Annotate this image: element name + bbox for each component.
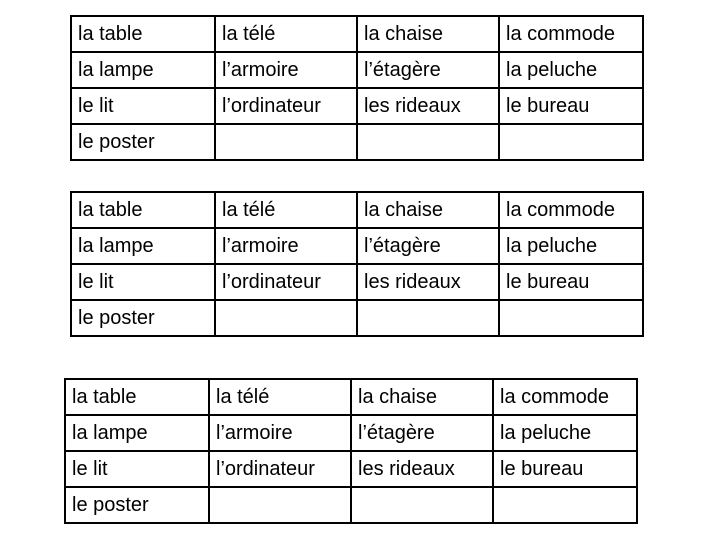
table-cell: la chaise (357, 192, 499, 228)
table-cell (215, 300, 357, 336)
table-cell (209, 487, 351, 523)
table-cell: le bureau (499, 88, 643, 124)
table-cell: la peluche (499, 228, 643, 264)
table-cell: l’armoire (215, 52, 357, 88)
table-cell: les rideaux (357, 264, 499, 300)
table-row (71, 192, 643, 228)
table-cell: la commode (499, 16, 643, 52)
table-cell: la télé (209, 379, 351, 415)
table-row (65, 451, 637, 487)
table-cell: l’armoire (215, 228, 357, 264)
table-row (65, 379, 637, 415)
table-row (65, 487, 637, 523)
table-cell: la télé (215, 192, 357, 228)
table-cell: la commode (499, 192, 643, 228)
table-row (71, 52, 643, 88)
table-cell: l’étagère (357, 228, 499, 264)
table-cell: les rideaux (357, 88, 499, 124)
table-row (71, 124, 643, 160)
table-cell: le lit (71, 88, 215, 124)
table-cell: la lampe (65, 415, 209, 451)
table-cell: la peluche (493, 415, 637, 451)
table-cell (493, 487, 637, 523)
table-cell: la table (71, 192, 215, 228)
table-cell: l’ordinateur (215, 88, 357, 124)
table-cell: la chaise (357, 16, 499, 52)
table-cell (357, 300, 499, 336)
vocabulary-table-3 (64, 378, 638, 524)
table-cell: le bureau (493, 451, 637, 487)
table-cell: le poster (71, 124, 215, 160)
vocabulary-table-2 (70, 191, 644, 337)
table-cell: le lit (65, 451, 209, 487)
table-cell: le poster (71, 300, 215, 336)
table-cell: la télé (215, 16, 357, 52)
table-cell: la table (71, 16, 215, 52)
table-cell (499, 300, 643, 336)
table-cell: la table (65, 379, 209, 415)
table-cell: la peluche (499, 52, 643, 88)
table-cell: la lampe (71, 228, 215, 264)
table-cell: l’ordinateur (215, 264, 357, 300)
table-cell: les rideaux (351, 451, 493, 487)
table-cell (351, 487, 493, 523)
table-cell: l’étagère (351, 415, 493, 451)
table-row (65, 415, 637, 451)
table-row (71, 300, 643, 336)
table-cell: l’étagère (357, 52, 499, 88)
table-cell: le poster (65, 487, 209, 523)
table-cell (215, 124, 357, 160)
table-row (71, 88, 643, 124)
vocabulary-table-1 (70, 15, 644, 161)
table-cell: l’armoire (209, 415, 351, 451)
table-row (71, 264, 643, 300)
table-cell: la chaise (351, 379, 493, 415)
table-cell: le lit (71, 264, 215, 300)
table-cell (357, 124, 499, 160)
table-cell: la lampe (71, 52, 215, 88)
table-cell (499, 124, 643, 160)
table-cell: la commode (493, 379, 637, 415)
table-row (71, 16, 643, 52)
table-row (71, 228, 643, 264)
table-cell: l’ordinateur (209, 451, 351, 487)
table-cell: le bureau (499, 264, 643, 300)
